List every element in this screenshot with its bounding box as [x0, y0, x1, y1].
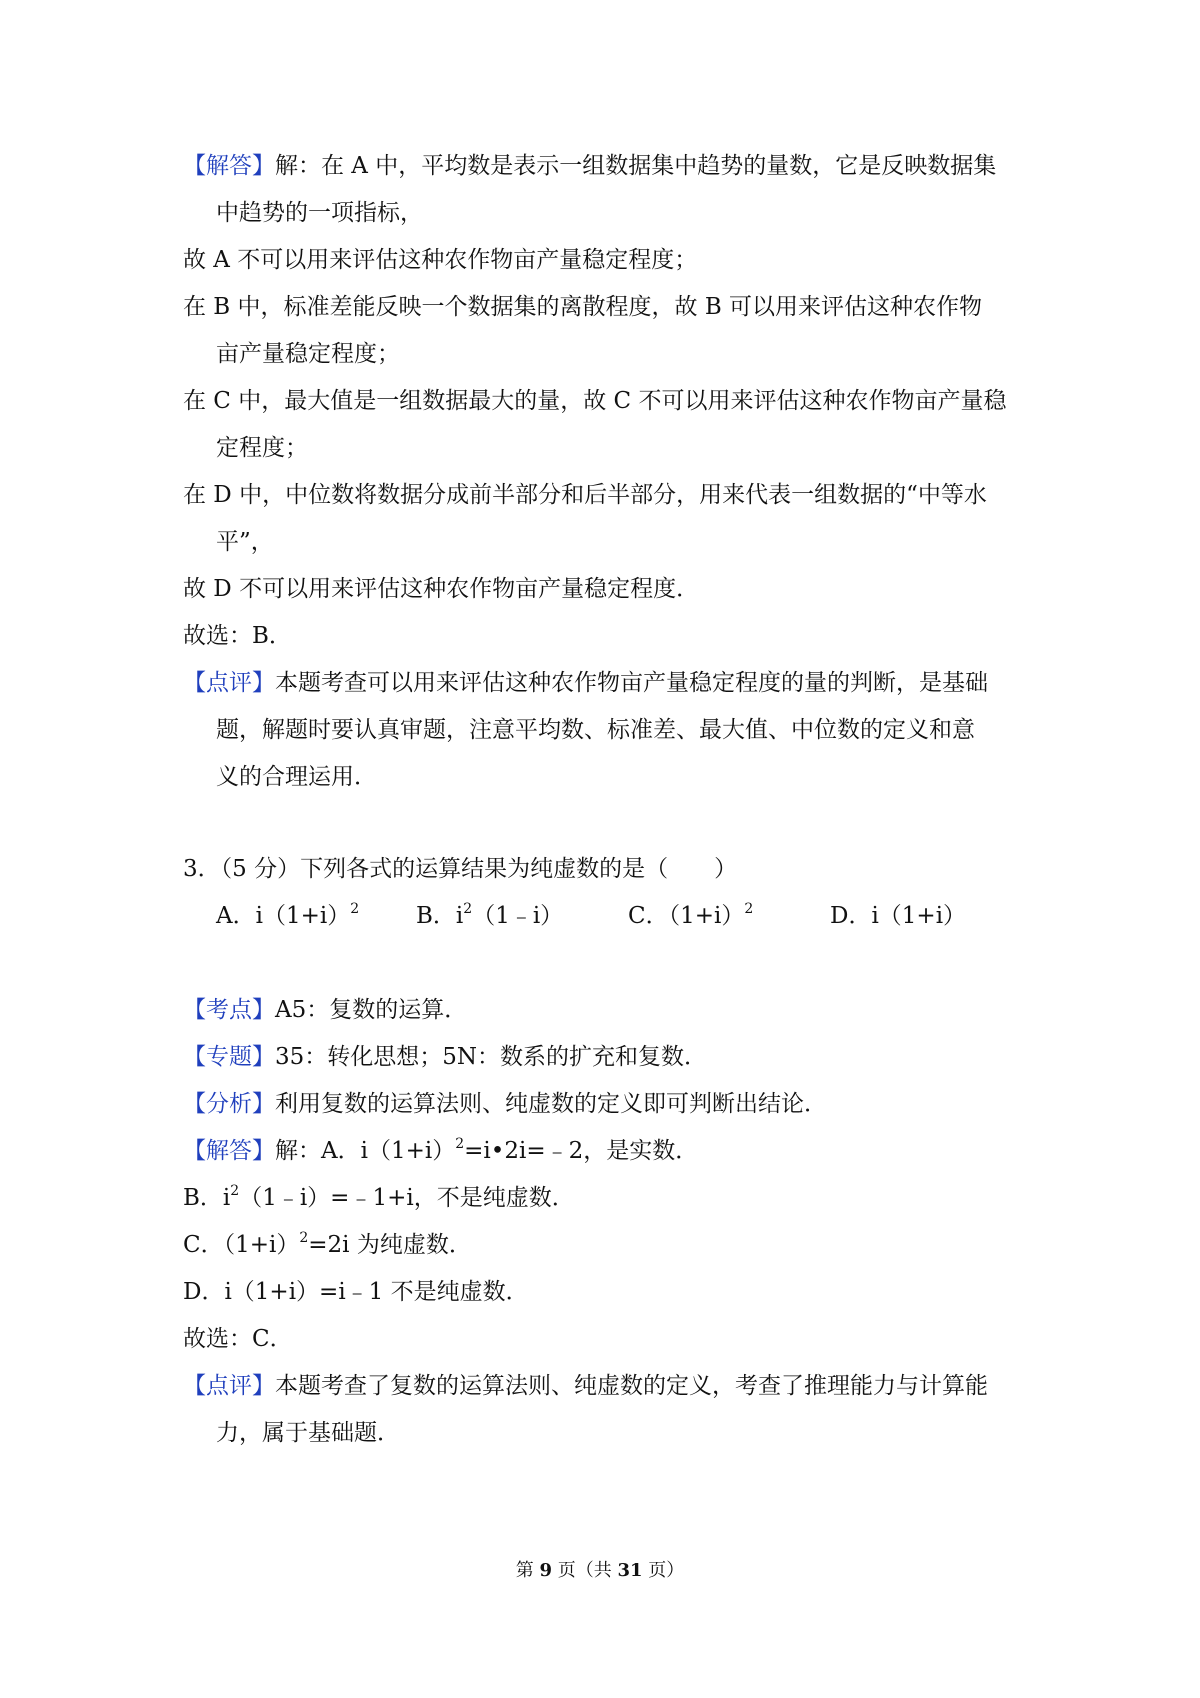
choice-c: C．$(1+i)^2$	[628, 901, 754, 929]
choice-d: D．i（1+i）	[830, 903, 967, 929]
q2-answer-line-5: 亩产量稳定程度；	[216, 341, 400, 367]
answer-tag: 【解答】	[183, 153, 275, 179]
q3-answer-choice: 故选：C．	[183, 1326, 293, 1352]
q2-comment-line-1: 【点评】本题考查可以用来评估这种农作物亩产量稳定程度的量的判断，是基础	[183, 670, 988, 696]
q2-answer-line-2: 中趋势的一项指标，	[216, 200, 423, 226]
comment-tag: 【点评】	[183, 670, 275, 696]
q2-answer-line-8: 在 D 中，中位数将数据分成前半部分和后半部分，用来代表一组数据的“中等水	[183, 482, 987, 508]
question-3-stem: 3．（5 分）下列各式的运算结果为纯虚数的是（ ）	[183, 856, 738, 882]
q2-comment-line-2: 题，解题时要认真审题，注意平均数、标准差、最大值、中位数的定义和意	[216, 717, 975, 743]
q2-answer-line-6: 在 C 中，最大值是一组数据最大的量，故 C 不可以用来评估这种农作物亩产量稳	[183, 388, 1007, 414]
q2-answer-line-7: 定程度；	[216, 435, 308, 461]
page-footer: 第 9 页（共 31 页）	[515, 1560, 685, 1581]
question-3-choices	[183, 893, 1023, 940]
topic-tag: 【专题】	[183, 1044, 275, 1070]
q3-topic-line: 【专题】35：转化思想；5N：数系的扩充和复数．	[183, 1044, 708, 1070]
q2-answer-line-9: 平”，	[216, 529, 274, 555]
q3-answer-line-b: B．$i^2(1﹣i)=﹣1+i$，不是纯虚数．	[183, 1183, 575, 1211]
choice-a: A．$i(1+i)^2$	[216, 901, 360, 929]
q2-answer-choice: 故选：B．	[183, 623, 292, 649]
q3-answer-line-a: 【解答】解：A．$i(1+i)^2=i•2i=﹣2$，是实数．	[183, 1136, 699, 1164]
analysis-tag: 【分析】	[183, 1091, 275, 1117]
q3-answer-line-c: C．$(1+i)^2=2i$ 为纯虚数．	[183, 1230, 472, 1258]
q2-answer-line-1: 【解答】解：在 A 中，平均数是表示一组数据集中趋势的量数，它是反映数据集	[183, 153, 997, 179]
q2-answer-line-3: 故 A 不可以用来评估这种农作物亩产量稳定程度；	[183, 247, 698, 273]
q2-answer-line-4: 在 B 中，标准差能反映一个数据集的离散程度，故 B 可以用来评估这种农作物	[183, 294, 983, 320]
q3-analysis-line: 【分析】利用复数的运算法则、纯虚数的定义即可判断出结论．	[183, 1091, 827, 1117]
page-content	[183, 143, 1023, 1457]
current-page-number: 9	[539, 1560, 552, 1581]
q2-comment-line-3: 义的合理运用．	[216, 764, 377, 790]
comment-tag: 【点评】	[183, 1373, 275, 1399]
point-tag: 【考点】	[183, 997, 275, 1023]
choice-b: B．$i^2(1﹣i)$	[416, 901, 564, 929]
q3-point-line: 【考点】A5：复数的运算．	[183, 997, 468, 1023]
total-page-count: 31	[617, 1560, 643, 1581]
q2-answer-line-10: 故 D 不可以用来评估这种农作物亩产量稳定程度．	[183, 576, 700, 602]
q3-comment-line-1: 【点评】本题考查了复数的运算法则、纯虚数的定义，考查了推理能力与计算能	[183, 1373, 988, 1399]
answer-tag: 【解答】	[183, 1138, 275, 1164]
spacer	[183, 940, 1023, 987]
q3-comment-line-2: 力，属于基础题．	[216, 1420, 400, 1446]
q3-answer-line-d: D．i（1+i）=i﹣1 不是纯虚数．	[183, 1279, 529, 1305]
spacer	[183, 801, 1023, 846]
